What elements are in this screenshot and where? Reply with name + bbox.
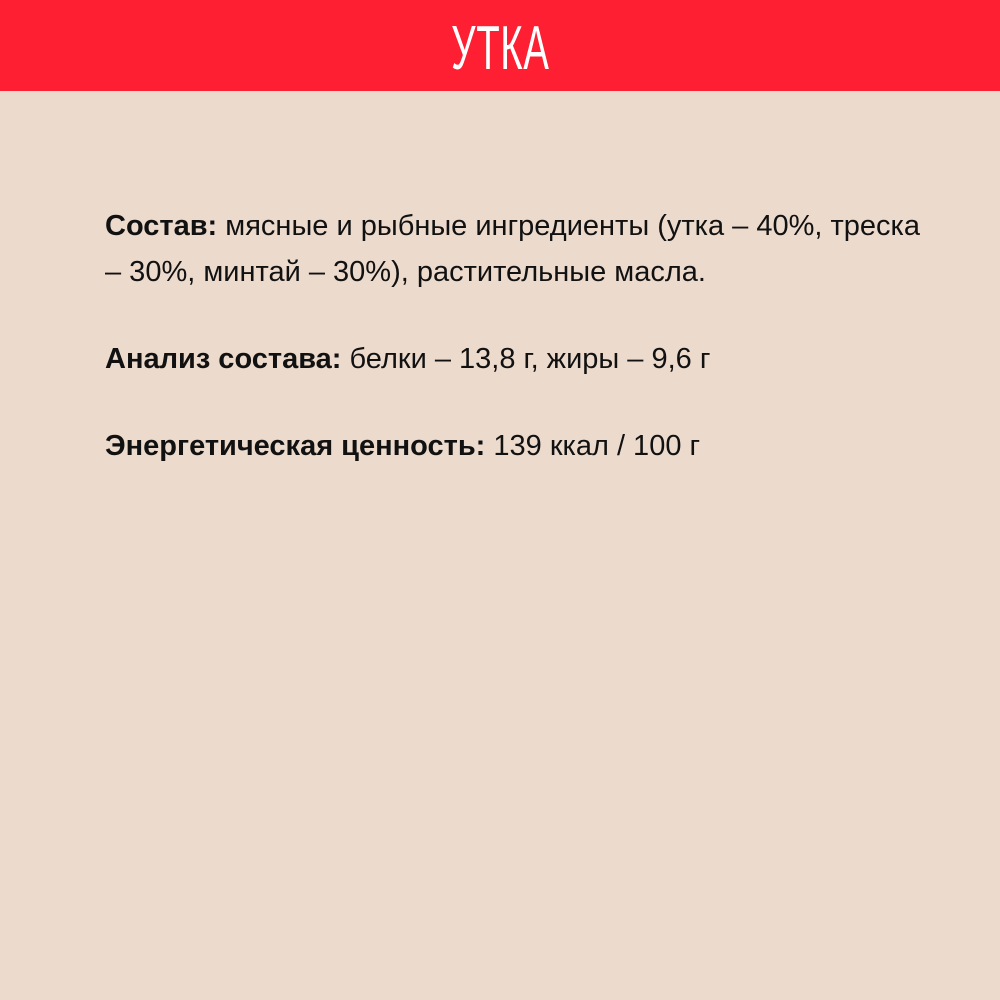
analysis-paragraph: [105, 336, 925, 382]
composition-paragraph: [105, 203, 925, 295]
analysis-value: белки – 13,8 г, жиры – 9,6 г: [341, 343, 711, 375]
composition-value: мясные и рыбные ингредиенты (утка – 40%, треска – 30%, минтай – 30%), растительные масла.: [105, 210, 921, 288]
analysis-label: Анализ состава:: [105, 343, 342, 375]
energy-label: Энергетическая ценность:: [105, 430, 486, 462]
title-banner: [0, 0, 1000, 91]
energy-value: 139 ккал / 100 г: [485, 430, 701, 462]
page-title: УТКА: [450, 13, 550, 83]
product-info: [105, 203, 925, 469]
energy-paragraph: [105, 423, 925, 469]
composition-label: Состав:: [105, 210, 218, 242]
